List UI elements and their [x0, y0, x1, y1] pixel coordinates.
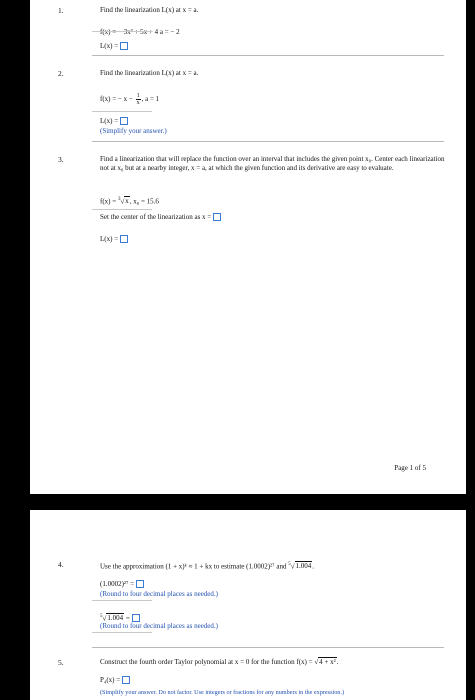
question-5-number: 5. [58, 658, 64, 667]
cube-root: $^3$√x [117, 197, 129, 206]
root-radicand: 1.004 [107, 614, 124, 623]
question-3-prompt: Find a linearization that will replace the function over an interval that includes the given point x₀. Center each linearization not at x₀ but at a nearby integer, x = a, at which the given function and its derivative are easy to evaluate. [100, 155, 445, 172]
page-2 [30, 510, 466, 700]
question-3-answer-box[interactable] [120, 235, 128, 243]
root-index: 3 [117, 197, 121, 202]
question-4-part1-row [100, 580, 144, 589]
page-1 [30, 0, 466, 494]
question-3-answer-row [100, 235, 128, 244]
question-4-part1-box[interactable] [136, 580, 144, 588]
root-radicand: 1.004 [295, 562, 312, 571]
question-1-prompt: Find the linearization L(x) at x = a. [100, 6, 199, 14]
question-4-prompt-suffix: . [312, 562, 315, 571]
divider [92, 647, 444, 648]
question-3-function-prefix: f(x) = [100, 197, 117, 206]
page-number: Page 1 of 5 [394, 464, 426, 472]
question-1-number: 1. [58, 6, 64, 15]
question-3-number: 3. [58, 155, 64, 164]
fifth-root: $^5$√1.004 [288, 562, 312, 571]
divider [92, 632, 152, 633]
question-1-answer-row [100, 42, 128, 51]
question-5-answer-row [100, 676, 130, 685]
question-4-part1-note: (Round to four decimal places as needed.) [100, 590, 218, 598]
question-3-function [100, 195, 159, 204]
root-index: 5 [288, 562, 291, 567]
question-5-prompt [100, 658, 338, 667]
square-root: √4 + x² [314, 658, 336, 666]
divider [92, 209, 152, 210]
question-4-part2-suffix: = [124, 614, 130, 623]
fraction-denominator: x [136, 100, 140, 106]
divider [92, 600, 152, 601]
question-3-answer-label: L(x) = [100, 235, 119, 243]
question-4-prompt-prefix: Use the approximation (1 + x)ᵏ ≈ 1 + kx to estimate (1.0002)²⁷ and [100, 562, 287, 571]
question-4-part1-label: (1.0002)²⁷ = [100, 580, 135, 588]
question-3-center-box[interactable] [213, 213, 221, 221]
question-3-function-suffix: , x₀ = 15.6 [129, 197, 159, 206]
question-2-note: (Simplify your answer.) [100, 127, 167, 135]
question-4-prompt [100, 560, 314, 569]
question-4-part2-note: (Round to four decimal places as needed.) [100, 622, 218, 630]
question-3-center-row [100, 213, 221, 222]
question-2-answer-row [100, 117, 128, 126]
question-3-center-label: Set the center of the linearization as x = [100, 213, 212, 221]
question-2-function-prefix: f(x) = − x − [100, 95, 133, 104]
question-4-number: 4. [58, 560, 64, 569]
root-radicand: x [125, 197, 129, 206]
question-2-answer-label: L(x) = [100, 117, 119, 125]
fraction [136, 93, 141, 106]
divider [92, 111, 152, 112]
question-1-answer-label: L(x) = [100, 42, 119, 50]
question-2-prompt: Find the linearization L(x) at x = a. [100, 69, 199, 77]
root-index: 5 [100, 614, 103, 619]
question-5-prompt-prefix: Construct the fourth order Taylor polynomial at x = 0 for the function f(x) = [100, 658, 313, 666]
fraction-numerator: 1 [136, 93, 140, 99]
question-2-function [100, 93, 159, 109]
question-2-number: 2. [58, 69, 64, 78]
question-5-prompt-suffix: . [336, 658, 339, 666]
divider [92, 141, 444, 142]
question-4-part2-row [100, 612, 140, 621]
question-5-answer-box[interactable] [122, 676, 130, 684]
divider [92, 31, 152, 32]
question-5-answer-label: P₄(x) = [100, 676, 121, 684]
fifth-root: $^5$√1.004 [100, 614, 124, 623]
question-1-function: f(x) = − 3x³ + 5x + 4 a = − 2 [100, 28, 180, 36]
question-2-answer-box[interactable] [120, 117, 128, 125]
question-1-answer-box[interactable] [120, 42, 128, 50]
root-radicand: 4 + x² [319, 658, 336, 666]
question-2-function-suffix: , a = 1 [141, 95, 160, 104]
divider [92, 55, 444, 56]
question-5-note: (Simplify your answer. Do not factor. Use integers or fractions for any numbers in the expression.) [100, 689, 345, 696]
